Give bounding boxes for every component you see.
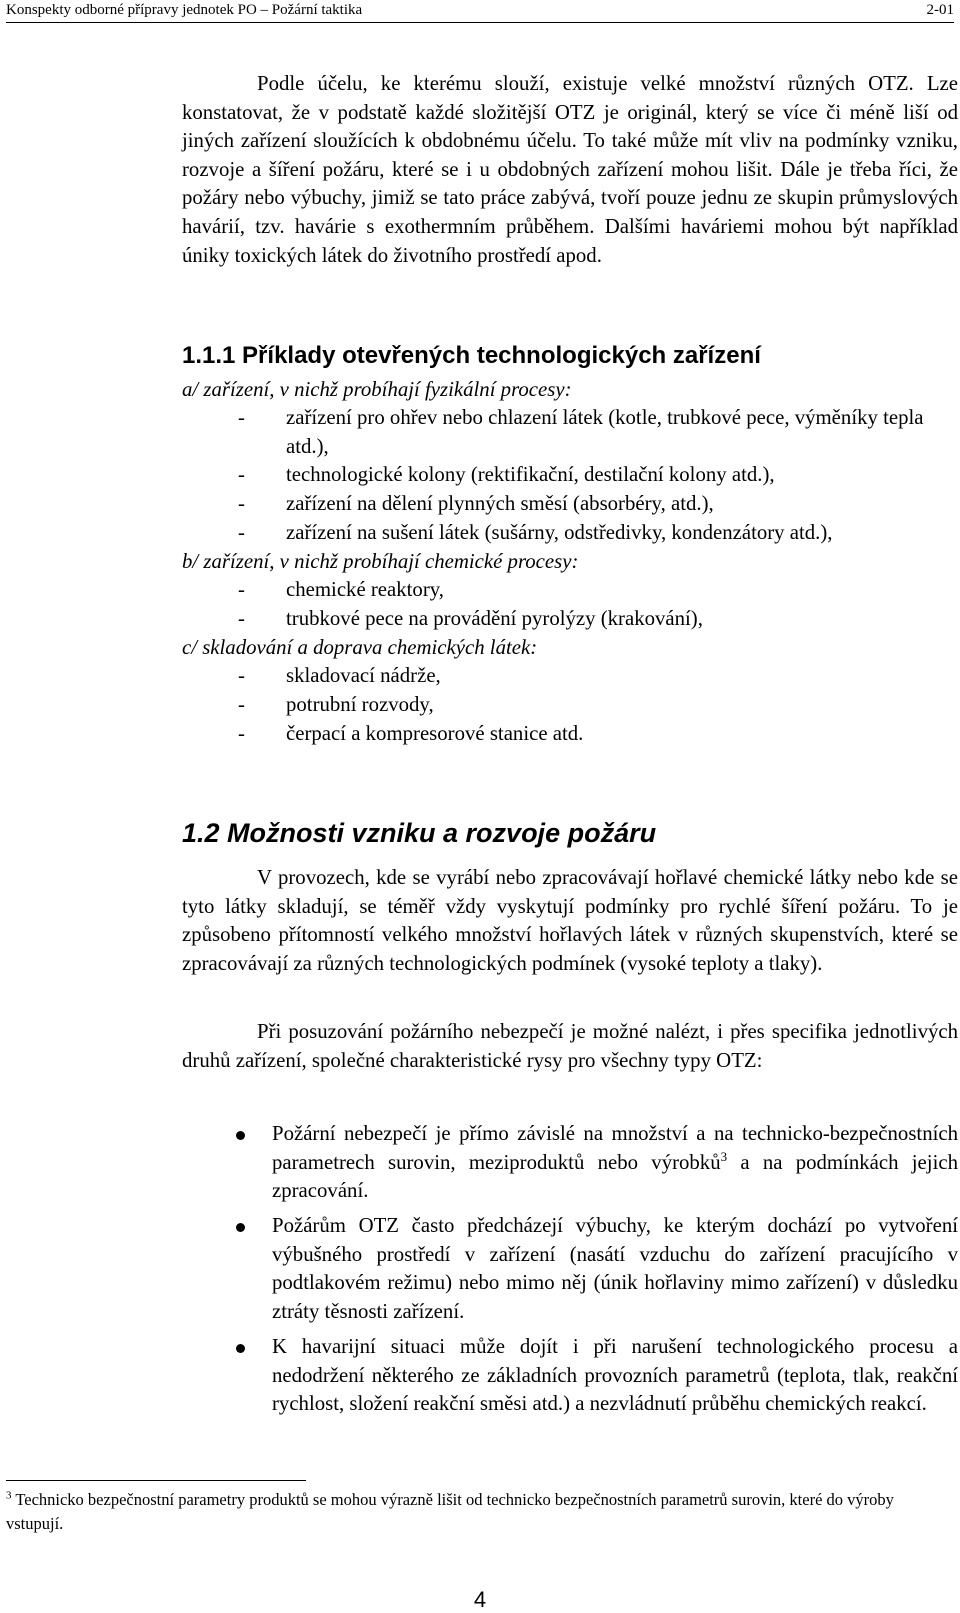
dash: -: [238, 406, 245, 429]
footnote: $^3$ Technicko bezpečnostní parametry produktů se mohou výrazně lišit od technicko bezpečnostních parametrů surovin, které do výroby vstupují.: [6, 1489, 894, 1533]
section-heading-1-1-1: 1.1.1 Příklady otevřených technologických zařízení: [182, 342, 761, 369]
list-item-a1: - zařízení pro ohřev nebo chlazení látek (kotle, trubkové pece, výměníky tepla atd.),: [238, 406, 924, 458]
category-a: a/ zařízení, v nichž probíhají fyzikální procesy:: [182, 378, 572, 401]
list-item-a4: - zařízení na sušení látek (sušárny, odstředivky, kondenzátory atd.),: [238, 519, 956, 548]
list-item-c1: - skladovací nádrže,: [238, 662, 956, 691]
bullet-item-3: K havarijní situaci může dojít i při narušení technologického procesu a nedodržení některého ze základních provozních parametrů (teplota, tlak, reakční rychlost, složení reakční směsi atd.) a nezvládnutí průběhu chemických reakcí.: [234, 1333, 958, 1419]
intro-paragraph: Podle účelu, ke kterému slouží, existuje velké množství různých OTZ. Lze konstatovat, že v podstatě každé složitější OTZ je originál, který se více či méně liší od jiných zařízení sloužících k obdobnému účelu. To také může mít vliv na podmínky vzniku, rozvoje a šíření požáru, které se i u obdobných zařízení mohou lišit. Dále je třeba říci, že požáry nebo výbuchy, jimiž se tato práce zabývá, tvoří pouze jednu ze skupin průmyslových havárií, tzv. havárie s exothermním průběhem. Dalšími haváriemi mohou být například úniky toxických látek do životního prostředí apod.: [182, 72, 958, 267]
bullet-item-2: Požárům OTZ často předcházejí výbuchy, ke kterým dochází po vytvoření výbušného prostředí v zařízení (nasátí vzduchu do zařízení pracujícího v podtlakovém režimu) nebo mimo něj (únik hořlaviny mimo zařízení) v důsledku ztráty těsnosti zařízení.: [234, 1212, 958, 1326]
page-header: [6, 0, 954, 23]
dash: -: [238, 463, 245, 486]
footnote-mark: 3: [6, 1489, 12, 1502]
dash: -: [238, 578, 245, 601]
category-b: b/ zařízení, v nichž probíhají chemické procesy:: [182, 550, 579, 573]
bullet-icon: [236, 1223, 245, 1232]
paragraph-assessment: Při posuzování požárního nebezpečí je možné nalézt, i přes specifika jednotlivých druhů zařízení, společné charakteristické rysy pro všechny typy OTZ:: [182, 1020, 958, 1072]
dash: -: [238, 607, 245, 630]
bullet-icon: [236, 1131, 245, 1140]
list-item-b2: - trubkové pece na provádění pyrolýzy (krakování),: [238, 605, 956, 634]
dash: -: [238, 693, 245, 716]
dash: -: [238, 722, 245, 745]
list-item-b1: - chemické reaktory,: [238, 576, 956, 605]
header-title: Konspekty odborné přípravy jednotek PO – Požární taktika: [6, 2, 363, 18]
footnote-separator: [6, 1480, 306, 1481]
section-heading-1-2: 1.2 Možnosti vzniku a rozvoje požáru: [182, 818, 657, 848]
page-number: 4: [473, 1587, 487, 1612]
list-item-a2: - technologické kolony (rektifikační, destilační kolony atd.),: [238, 461, 956, 490]
bullet-item-1: Požární nebezpečí je přímo závislé na množství a na technicko-bezpečnostních parametrech surovin, meziproduktů nebo výrobků$^3$ a na podmínkách jejich zpracování.: [234, 1120, 958, 1206]
dash: -: [238, 492, 245, 515]
list-item-c3: - čerpací a kompresorové stanice atd.: [238, 720, 956, 749]
category-c: c/ skladování a doprava chemických látek:: [182, 636, 538, 659]
list-item-a3: - zařízení na dělení plynných směsí (absorbéry, atd.),: [238, 490, 956, 519]
dash: -: [238, 664, 245, 687]
dash: -: [238, 521, 245, 544]
list-item-c2: - potrubní rozvody,: [238, 691, 956, 720]
paragraph-conditions: V provozech, kde se vyrábí nebo zpracovávají hořlavé chemické látky nebo kde se tyto látky skladují, se téměř vždy vyskytují podmínky pro rychlé šíření požáru. To je způsobeno přítomností velkého množství hořlavých látek v různých skupenstvích, které se zpracovávají za různých technologických podmínek (vysoké teploty a tlaky).: [182, 866, 958, 975]
bullet-icon: [236, 1344, 245, 1353]
footnote-ref[interactable]: 3: [720, 1148, 728, 1164]
header-chapter-code: 2-01: [926, 2, 954, 18]
